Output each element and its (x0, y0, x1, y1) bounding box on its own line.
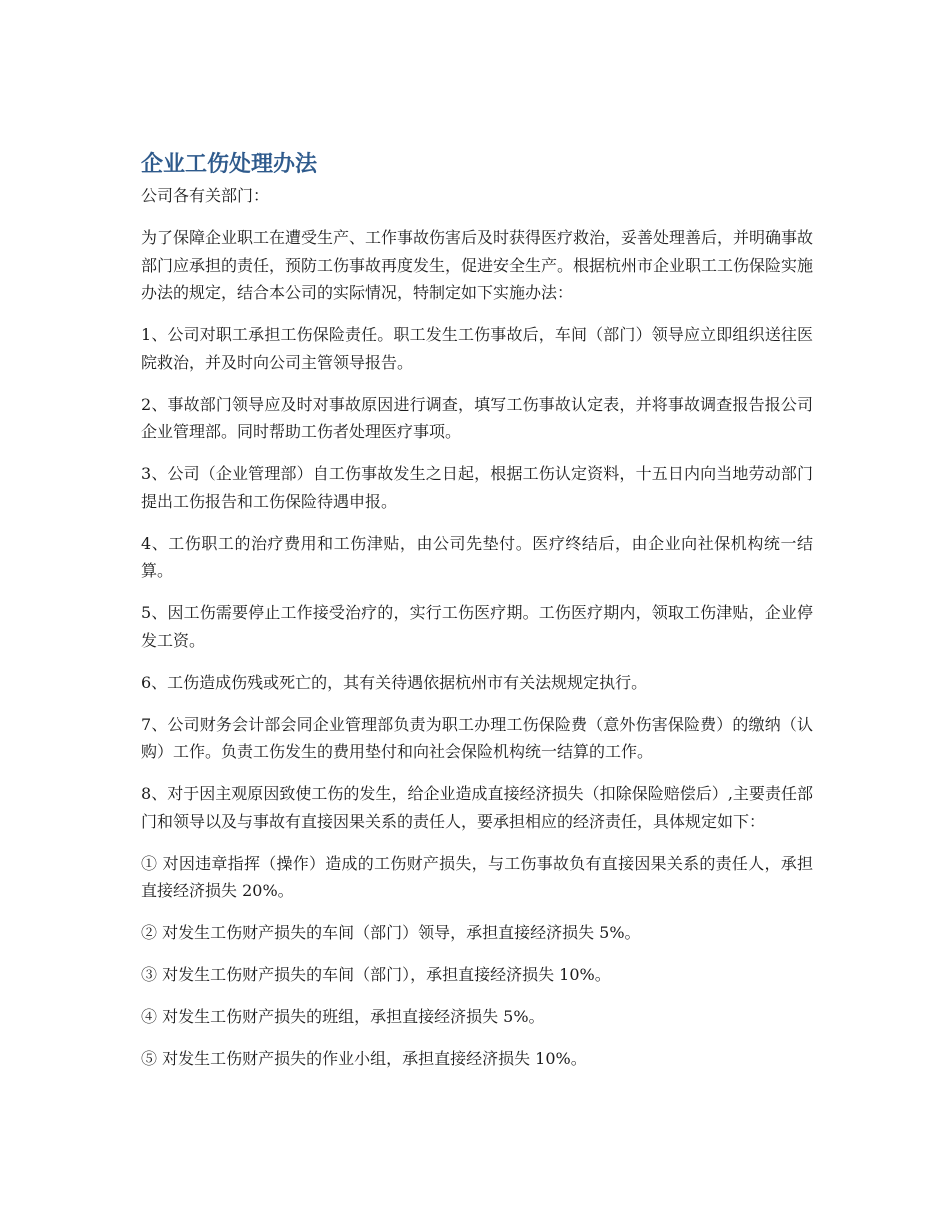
clause-3: 3、公司（企业管理部）自工伤事故发生之日起，根据工伤认定资料，十五日内向当地劳动部门提出工伤报告和工伤保险待遇申报。 (141, 464, 813, 511)
sub-clause-3: ③ 对发生工伤财产损失的车间（部门），承担直接经济损失 10%。 (141, 965, 611, 984)
clause-4: 4、工伤职工的治疗费用和工伤津贴，由公司先垫付。医疗终结后，由企业向社保机构统一结算。 (141, 533, 813, 580)
sub-clause-1: ① 对因违章指挥（操作）造成的工伤财产损失，与工伤事故负有直接因果关系的责任人，承担直接经济损失 20%。 (141, 853, 813, 900)
clause-2: 2、事故部门领导应及时对事故原因进行调查，填写工伤事故认定表，并将事故调查报告报公司企业管理部。同时帮助工伤者处理医疗事项。 (141, 394, 813, 441)
sub-clause-4: ④ 对发生工伤财产损失的班组，承担直接经济损失 5%。 (141, 1007, 545, 1026)
clause-6: 6、工伤造成伤残或死亡的，其有关待遇依据杭州市有关法规规定执行。 (141, 672, 648, 692)
clause-1: 1、公司对职工承担工伤保险责任。职工发生工伤事故后，车间（部门）领导应立即组织送往医院救治，并及时向公司主管领导报告。 (141, 325, 813, 372)
sub-clause-5: ⑤ 对发生工伤财产损失的作业小组，承担直接经济损失 10%。 (141, 1049, 587, 1068)
intro-paragraph: 为了保障企业职工在遭受生产、工作事故伤害后及时获得医疗救治，妥善处理善后，并明确事故部门应承担的责任，预防工伤事故再度发生，促进安全生产。根据杭州市企业职工工伤保险实施办法的规定，结合本公司的实际情况，特制定如下实施办法： (141, 228, 814, 302)
document-title: 企业工伤处理办法 (141, 152, 318, 177)
clause-7: 7、公司财务会计部会同企业管理部负责为职工办理工伤保险费（意外伤害保险费）的缴纳（认购）工作。负责工伤发生的费用垫付和向社会保险机构统一结算的工作。 (141, 714, 813, 761)
sub-clause-2: ② 对发生工伤财产损失的车间（部门）领导，承担直接经济损失 5%。 (141, 923, 641, 942)
clause-8: 8、对于因主观原因致使工伤的发生，给企业造成直接经济损失（扣除保险赔偿后）,主要责任部门和领导以及与事故有直接因果关系的责任人，要承担相应的经济责任，具体规定如下： (141, 784, 813, 831)
clause-5: 5、因工伤需要停止工作接受治疗的，实行工伤医疗期。工伤医疗期内，领取工伤津贴，企业停发工资。 (141, 603, 813, 650)
salutation: 公司各有关部门： (141, 186, 270, 205)
document-body (141, 148, 813, 1087)
